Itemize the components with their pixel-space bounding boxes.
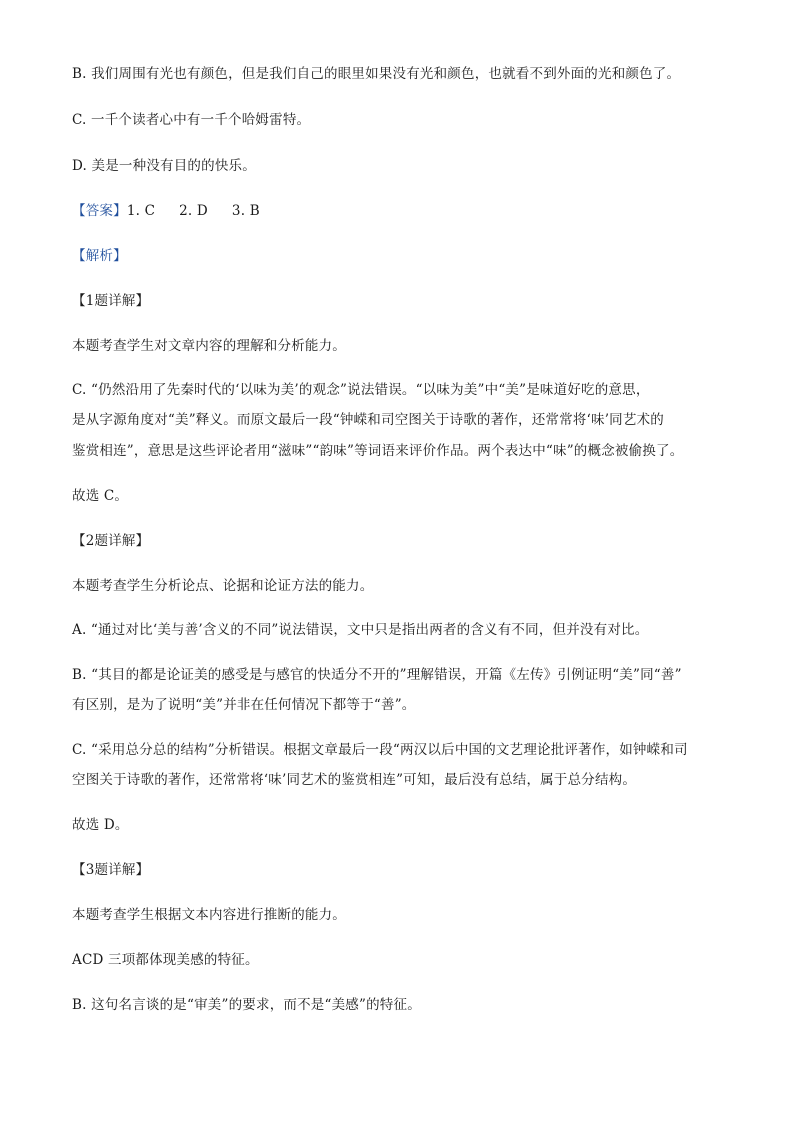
q2-c-line-2: 空图关于诗歌的著作，还常常将‘味’同艺术的鉴赏相连”可知，最后没有总结，属于总分结构。 <box>72 772 637 788</box>
option-d: D. 美是一种没有目的的快乐。 <box>72 158 256 174</box>
q1-heading: 【1题详解】 <box>72 293 150 309</box>
q1-c-line-2: 是从字源角度对“美”释义。而原文最后一段“钟嵘和司空图关于诗歌的著作，还常常将‘味’同艺术的 <box>72 412 664 428</box>
q3-b: B. 这句名言谈的是“审美”的要求，而不是“美感”的特征。 <box>72 997 421 1013</box>
q1-c-line-1: C. “仍然沿用了先秦时代的‘以味为美’的观念”说法错误。“以味为美”中“美”是味道好吃的意思， <box>72 382 650 398</box>
q2-b-line-1: B. “其目的都是论证美的感受是与感官的快适分不开的”理解错误，开篇《左传》引例证明“美”同“善” <box>72 667 682 683</box>
answer-line <box>72 203 732 219</box>
q2-a: A. “通过对比‘美与善’含义的不同”说法错误，文中只是指出两者的含义有不同，但并没有对比。 <box>72 622 649 638</box>
q3-heading: 【3题详解】 <box>72 862 150 878</box>
q2-intro: 本题考查学生分析论点、论据和论证方法的能力。 <box>72 578 374 594</box>
answer-2: 2. D <box>179 203 208 219</box>
answer-1: 1. C <box>126 203 156 219</box>
q3-intro: 本题考查学生根据文本内容进行推断的能力。 <box>72 907 346 923</box>
option-b: B. 我们周围有光也有颜色，但是我们自己的眼里如果没有光和颜色，也就看不到外面的光和颜色了。 <box>72 66 681 82</box>
q2-b-line-2: 有区别，是为了说明“美”并非在任何情况下都等于“善”。 <box>72 697 416 713</box>
q1-choice: 故选 C。 <box>72 488 129 504</box>
option-c: C. 一千个读者心中有一千个哈姆雷特。 <box>72 112 311 128</box>
analysis-tag: 【解析】 <box>72 248 127 264</box>
q2-heading: 【2题详解】 <box>72 533 150 549</box>
answer-3: 3. B <box>231 203 260 219</box>
answer-tag: 【答案】 <box>72 203 127 219</box>
q3-acd: ACD 三项都体现美感的特征。 <box>72 952 259 968</box>
q1-intro: 本题考查学生对文章内容的理解和分析能力。 <box>72 338 346 354</box>
q1-c-line-3: 鉴赏相连”，意思是这些评论者用“滋味”“韵味”等词语来评价作品。两个表达中“味”的概念被偷换了。 <box>72 443 684 459</box>
q2-c-line-1: C. “采用总分总的结构”分析错误。根据文章最后一段“两汉以后中国的文艺理论批评著作，如钟嵘和司 <box>72 742 688 758</box>
q2-choice: 故选 D。 <box>72 817 129 833</box>
